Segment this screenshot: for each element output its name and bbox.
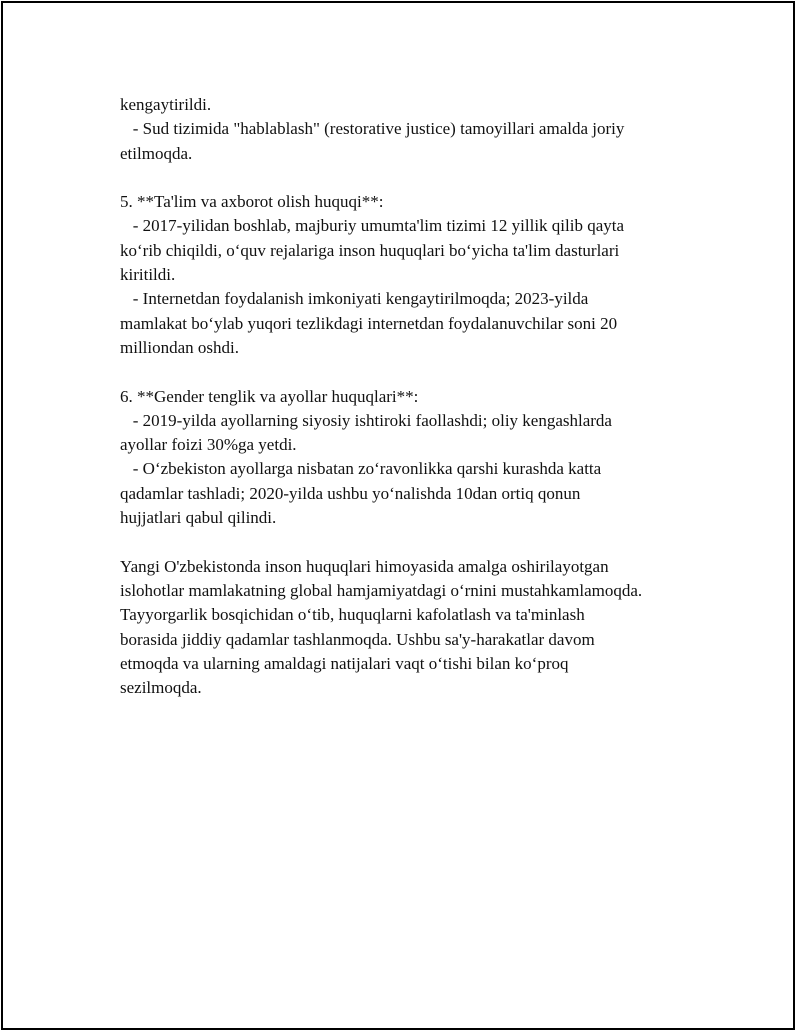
section-5-line: ko‘rib chiqildi, o‘quv rejalariga inson huquqlari bo‘yicha ta'lim dasturlari [120, 240, 620, 260]
document-body [120, 93, 700, 700]
conclusion-line: islohotlar mamlakatning global hamjamiyatdagi o‘rnini mustahkamlamoqda. [120, 580, 643, 600]
paragraph-gap [120, 530, 700, 554]
intro-line: etilmoqda. [120, 143, 193, 163]
conclusion-line: sezilmoqda. [120, 678, 202, 698]
section-5-line: - 2017-yilidan boshlab, majburiy umumta'lim tizimi 12 yillik qilib qayta [120, 216, 625, 236]
conclusion-line: etmoqda va ularning amaldagi natijalari vaqt o‘tishi bilan ko‘proq [120, 653, 569, 673]
section-6-line: ayollar foizi 30%ga yetdi. [120, 435, 297, 455]
section-6-line: - 2019-yilda ayollarning siyosiy ishtiroki faollashdi; oliy kengashlarda [120, 410, 612, 430]
section-5-line: - Internetdan foydalanish imkoniyati kengaytirilmoqda; 2023-yilda [120, 289, 589, 309]
section-6-line: hujjatlari qabul qilindi. [120, 508, 277, 528]
conclusion-line: Yangi O'zbekistonda inson huquqlari himoyasida amalga oshirilayotgan [120, 556, 609, 576]
section-6-line: qadamlar tashladi; 2020-yilda ushbu yo‘nalishda 10dan ortiq qonun [120, 483, 581, 503]
section-6-heading: 6. **Gender tenglik va ayollar huquqlari**: [120, 386, 419, 406]
section-5-line: milliondan oshdi. [120, 337, 239, 357]
paragraph-gap [120, 360, 700, 384]
section-6-line: - O‘zbekiston ayollarga nisbatan zo‘ravonlikka qarshi kurashda katta [120, 459, 602, 479]
document-page [1, 1, 795, 1030]
conclusion-line: borasida jiddiy qadamlar tashlanmoqda. Ushbu sa'y-harakatlar davom [120, 629, 595, 649]
intro-line: - Sud tizimida "hablablash" (restorative justice) tamoyillari amalda joriy [120, 119, 625, 139]
paragraph-gap [120, 166, 700, 190]
conclusion-line: Tayyorgarlik bosqichidan o‘tib, huquqlarni kafolatlash va ta'minlash [120, 605, 585, 625]
section-5-heading: 5. **Ta'lim va axborot olish huquqi**: [120, 192, 384, 212]
section-5-line: mamlakat bo‘ylab yuqori tezlikdagi internetdan foydalanuvchilar soni 20 [120, 313, 618, 333]
intro-line: kengaytirildi. [120, 95, 212, 114]
section-5-line: kiritildi. [120, 265, 176, 285]
